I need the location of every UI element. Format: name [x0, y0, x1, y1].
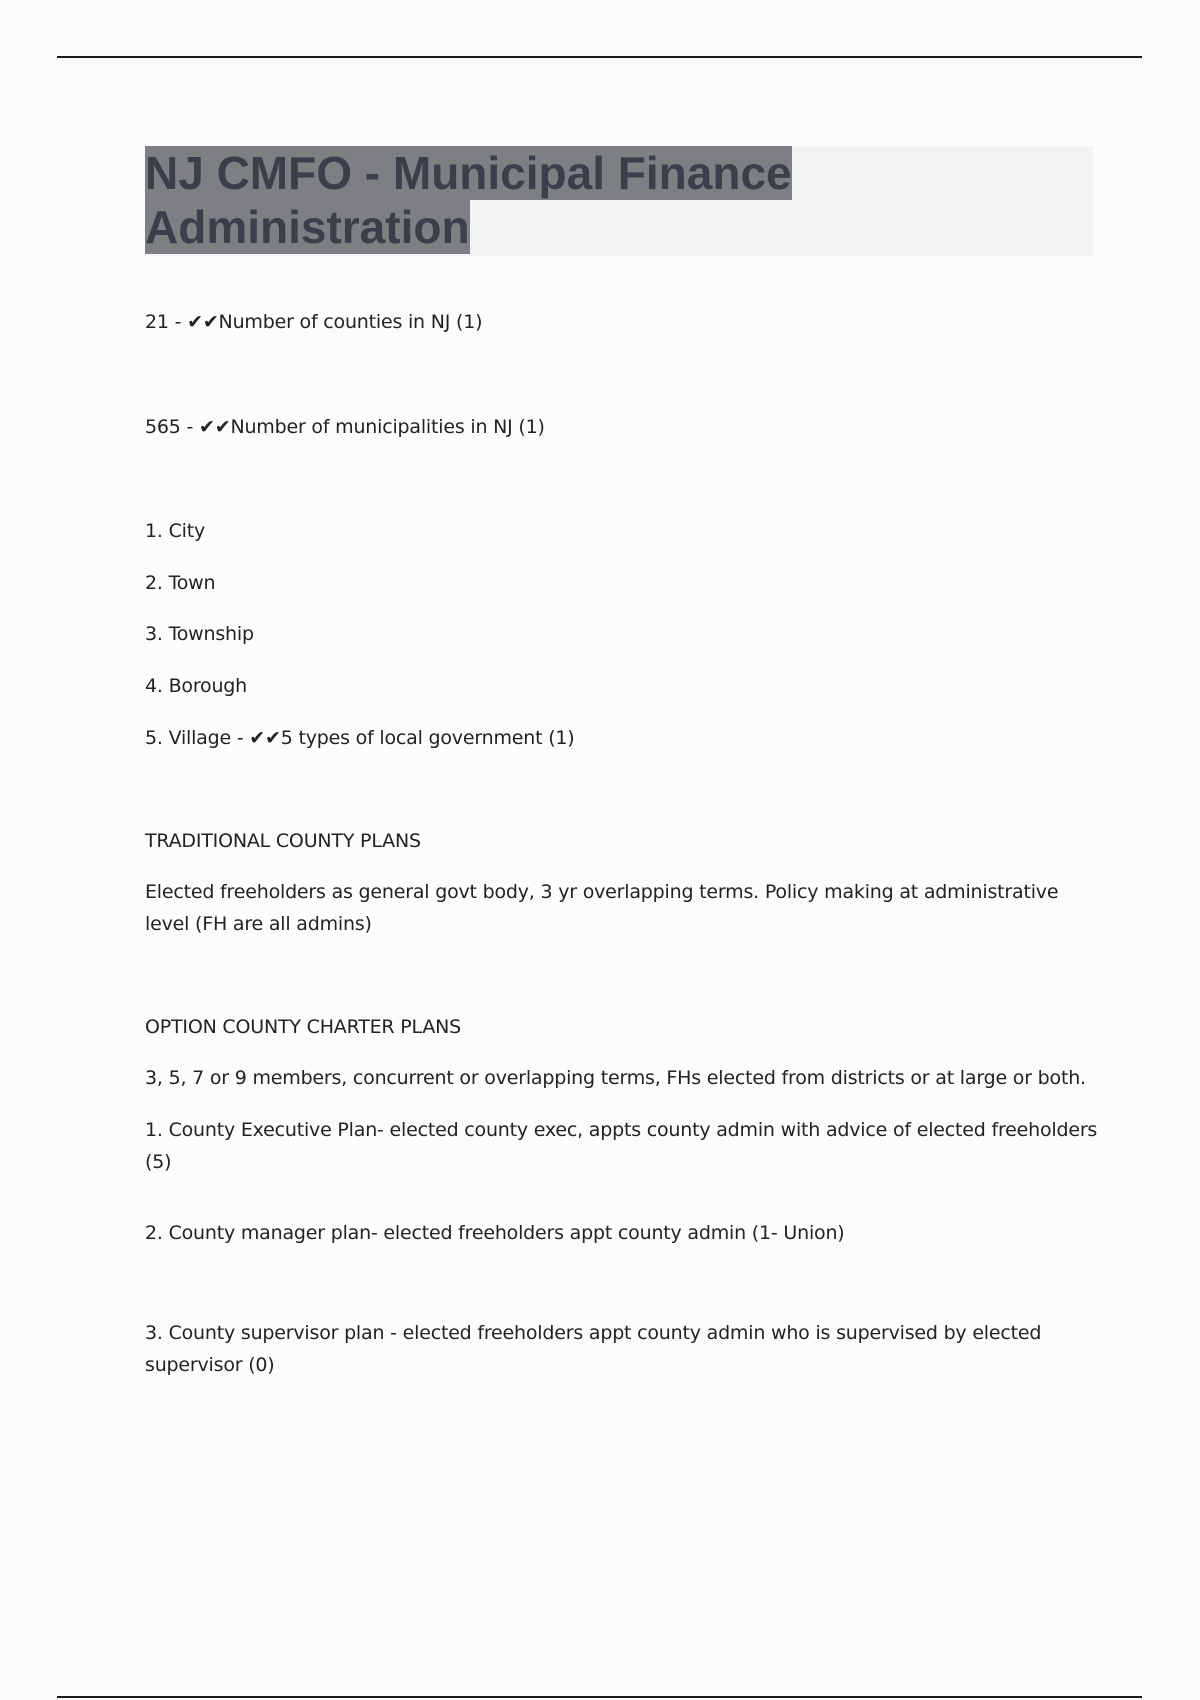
list-item-village: 5. Village - ✔✔5 types of local government (1) — [145, 727, 575, 749]
paragraph-traditional-plans: Elected freeholders as general govt body, 3 yr overlapping terms. Policy making at administrative level (FH are all admins) — [145, 881, 1065, 935]
list-item-town: 2. Town — [145, 572, 216, 594]
heading-traditional-county-plans: TRADITIONAL COUNTY PLANS — [145, 830, 421, 852]
document-title — [145, 146, 792, 254]
bottom-rule — [57, 1696, 1142, 1698]
paragraph-county-executive-plan: 1. County Executive Plan- elected county exec, appts county admin with advice of elected freeholders (5) — [145, 1119, 1103, 1173]
heading-option-county-charter-plans: OPTION COUNTY CHARTER PLANS — [145, 1016, 461, 1038]
paragraph-county-manager-plan: 2. County manager plan- elected freeholders appt county admin (1- Union) — [145, 1222, 845, 1244]
paragraph-municipalities: 565 - ✔✔Number of municipalities in NJ (1) — [145, 416, 545, 438]
title-line-2: Administration — [145, 201, 470, 253]
paragraph-charter-members: 3, 5, 7 or 9 members, concurrent or overlapping terms, FHs elected from districts or at large or both. — [145, 1067, 1086, 1089]
top-rule — [57, 56, 1142, 58]
paragraph-county-supervisor-plan: 3. County supervisor plan - elected freeholders appt county admin who is supervised by elected supervisor (0) — [145, 1322, 1048, 1376]
title-line-1: NJ CMFO - Municipal Finance — [145, 147, 792, 199]
list-item-township: 3. Township — [145, 623, 254, 645]
list-item-borough: 4. Borough — [145, 675, 247, 697]
list-item-city: 1. City — [145, 520, 206, 542]
paragraph-counties: 21 - ✔✔Number of counties in NJ (1) — [145, 311, 483, 333]
